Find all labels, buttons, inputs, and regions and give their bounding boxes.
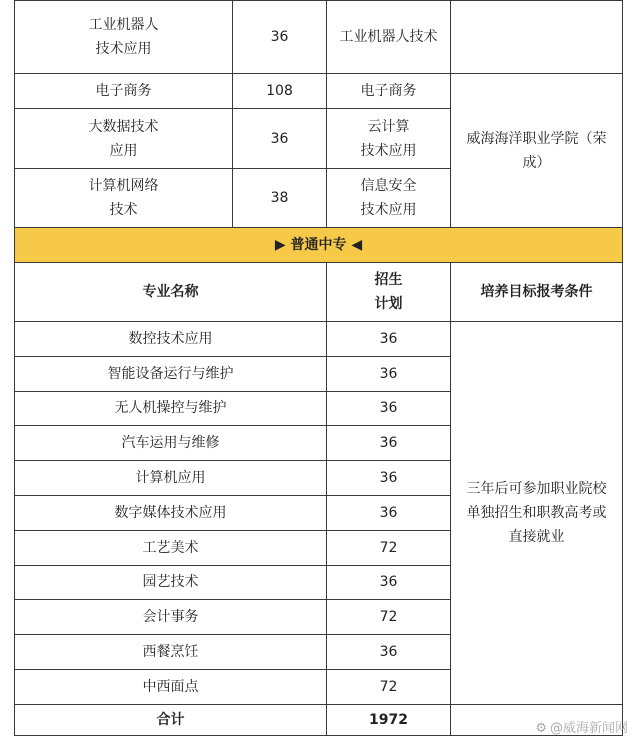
watermark [535,717,628,736]
major-cell: 计算机应用 [15,461,327,496]
table-row [15,74,623,109]
header-major: 专业名称 [15,263,327,322]
major-cell: 汽车运用与维修 [15,426,327,461]
plan-cell: 36 [327,565,451,600]
enrollment-table [14,0,623,736]
plan-cell: 36 [327,322,451,357]
plan-cell: 72 [327,669,451,704]
major-cell: 无人机操控与维护 [15,391,327,426]
major-cell: 园艺技术 [15,565,327,600]
target-major-cell: 电子商务 [327,74,451,109]
section-header-row [15,228,623,263]
plan-cell: 36 [233,1,327,74]
watermark-text: @威海新闻网 [549,721,628,736]
condition-cell: 三年后可参加职业院校 单独招生和职教高考或 直接就业 [451,322,623,705]
header-condition: 培养目标报考条件 [451,263,623,322]
major-cell: 计算机网络 技术 [15,169,233,228]
watermark-logo-icon: ⚙ [535,721,547,736]
major-cell: 西餐烹饪 [15,635,327,670]
plan-cell: 38 [233,169,327,228]
table-row [15,322,623,357]
total-row [15,704,623,735]
target-major-cell: 信息安全 技术应用 [327,169,451,228]
major-cell: 工艺美术 [15,530,327,565]
plan-cell: 108 [233,74,327,109]
column-header-row [15,263,623,322]
plan-cell: 36 [327,391,451,426]
plan-cell: 36 [233,109,327,169]
total-value: 1972 [327,704,451,735]
major-cell: 数字媒体技术应用 [15,495,327,530]
target-major-cell: 工业机器人技术 [327,1,451,74]
major-cell: 智能设备运行与维护 [15,356,327,391]
major-cell: 会计事务 [15,600,327,635]
plan-cell: 36 [327,461,451,496]
total-label: 合计 [15,704,327,735]
plan-cell: 36 [327,495,451,530]
header-plan: 招生 计划 [327,263,451,322]
major-cell: 数控技术应用 [15,322,327,357]
plan-cell: 36 [327,356,451,391]
college-cell-prev [451,1,623,74]
plan-cell: 36 [327,426,451,461]
plan-cell: 72 [327,530,451,565]
table-row [15,1,623,74]
plan-cell: 36 [327,635,451,670]
section-title: ▶ 普通中专 ◀ [15,228,623,263]
target-major-cell: 云计算 技术应用 [327,109,451,169]
major-cell: 工业机器人 技术应用 [15,1,233,74]
plan-cell: 72 [327,600,451,635]
major-cell: 大数据技术 应用 [15,109,233,169]
major-cell: 电子商务 [15,74,233,109]
college-cell: 威海海洋职业学院（荣 成） [451,74,623,228]
major-cell: 中西面点 [15,669,327,704]
